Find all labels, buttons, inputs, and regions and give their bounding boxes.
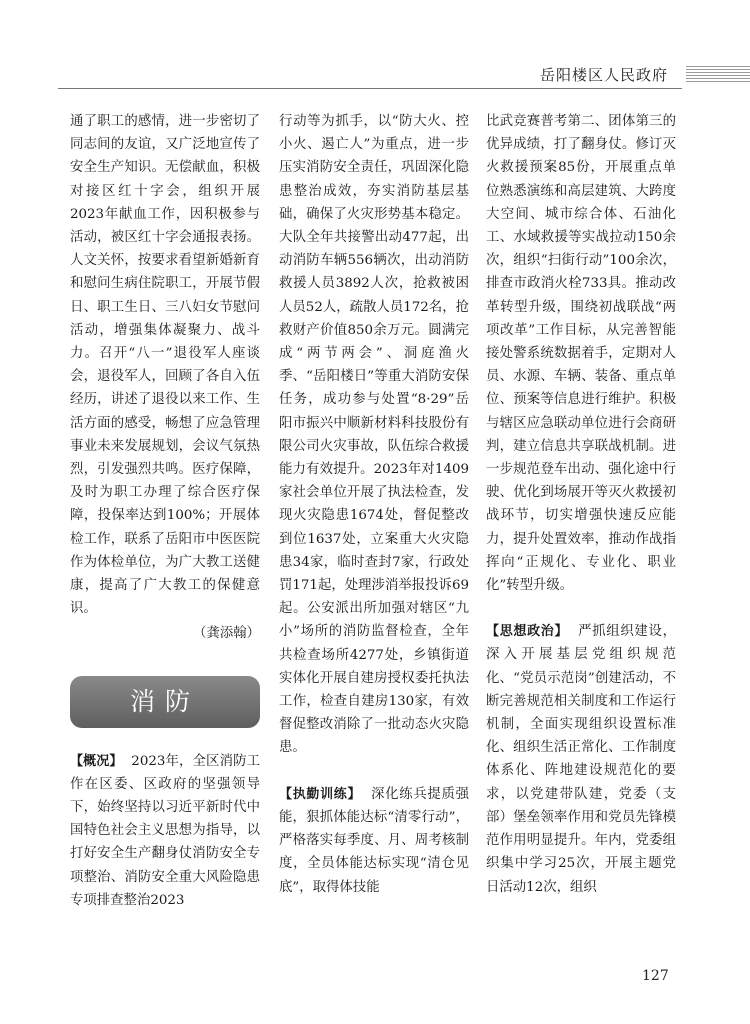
paragraph-staff-welfare: 通了职工的感情，进一步密切了同志间的友谊，又广泛地宣传了安全生产知识。无偿献血，积极对接区红十字会，组织开展2023年献血工作，因积极参与活动，被区红十字会通报表扬。人文关怀，按要求看望新婚新育和慰问生病住院职工，开展节假日、职工生日、三八妇女节慰问活动，增强集体凝聚力、战斗力。召开“八一”退役军人座谈会，退役军人，回顾了各自入伍经历，讲述了退役以来工作、生活方面的感受，畅想了应急管理事业未来发展规划，会议气氛热烈，引发强烈共鸣。医疗保障，及时为职工办理了综合医疗保障，投保率达到100%；开展体检工作，联系了岳阳市中医医院作为体检单位，为广大教工送健康，提高了广大教工的保健意识。 [70, 114, 260, 617]
running-header [0, 58, 750, 88]
label-duty-training: 【执勤训练】 [279, 786, 362, 802]
text-political-work: 严抓组织建设，深入开展基层党组织规范化、“党员示范岗”创建活动，不断完善规范相关制度和工作运行机制，全面实现组织设置标准化、组织生活正常化、工作制度体系化、阵地建设规范化的要求，以党建带队建，党委（支部）堡垒领率作用和党员先锋模范作用明显提升。年内，党委组织集中学习25次，开展主题党日活动12次，组织 [486, 624, 676, 895]
header-stripes-decoration [686, 66, 750, 82]
column-3 [486, 110, 676, 899]
paragraph-duty-training-continued: 比武竞赛普考第二、团体第三的优异成绩，打了翻身仗。修订灭火救援预案85份，开展重点单位熟悉演练和高层建筑、大跨度大空间、城市综合体、石油化工、水域救援等实战拉动150余次，组织“扫街行动”100余次，排查市政消火栓733具。推动改革转型升级，围绕初战联战“两项改革”工作目标，从完善智能接处警系统数据着手，定期对人员、水源、车辆、装备、重点单位、预案等信息进行维护。积极与辖区应急联动单位进行会商研判，建立信息共享联战机制。进一步规范登车出动、强化途中行驶、优化到场展开等灭火救援初战环节，切实增强快速反应能力，提升处置效率，推动作战指挥向“正规化、专业化、职业化”转型升级。 [486, 114, 676, 594]
page-number: 127 [642, 968, 669, 984]
section-heading-fire-protection: 消防 [70, 676, 260, 728]
header-title: 岳阳楼区人民政府 [539, 66, 668, 84]
paragraph-overview [70, 750, 260, 912]
header-rule [58, 88, 682, 89]
paragraph-overview-continued: 行动等为抓手，以“防大火、控小火、遏亡人”为重点，进一步压实消防安全责任，巩固深化隐患整治成效，夯实消防基层基础，确保了火灾形势基本稳定。大队全年共接警出动477起，出动消防车辆556辆次，出动消防救援人员3892人次，抢救被困人员52人，疏散人员172名，抢救财产价值850余万元。圆满完成“两节两会”、洞庭渔火季、“岳阳楼日”等重大消防安保任务，成功参与处置“8·29”岳阳市振兴中顺新材料科技股份有限公司火灾事故，队伍综合救援能力有效提升。2023年对1409家社会单位开展了执法检查，发现火灾隐患1674处，督促整改到位1637处，立案重大火灾隐患34家，临时查封7家，行政处罚171起，处理涉消举报投诉69起。公安派出所加强对辖区“九小”场所的消防监督检查，全年共检查场所4277处，乡镇街道实体化开展自建房授权委托执法工作，检查自建房130家，有效督促整改消除了一批动态火灾隐患。 [279, 114, 469, 756]
text-duty-training: 深化练兵提质强能，狠抓体能达标“清零行动”，严格落实每季度、月、周考核制度，全员体能达标实现“清仓见底”，取得体技能 [279, 786, 469, 895]
column-1 [70, 110, 260, 912]
paragraph-duty-training [279, 783, 469, 899]
column-2 [279, 110, 469, 899]
text-overview: 2023年，全区消防工作在区委、区政府的坚强领导下，始终坚持以习近平新时代中国特色社会主义思想为指导，以打好安全生产翻身仗消防安全专项整治、消防安全重大风险隐患专项排查整治2023 [70, 753, 261, 908]
label-political-work: 【思想政治】 [486, 624, 569, 640]
paragraph-political-work [486, 620, 676, 898]
label-overview: 【概况】 [70, 753, 123, 769]
author-signature: （龚添翰） [193, 626, 260, 642]
